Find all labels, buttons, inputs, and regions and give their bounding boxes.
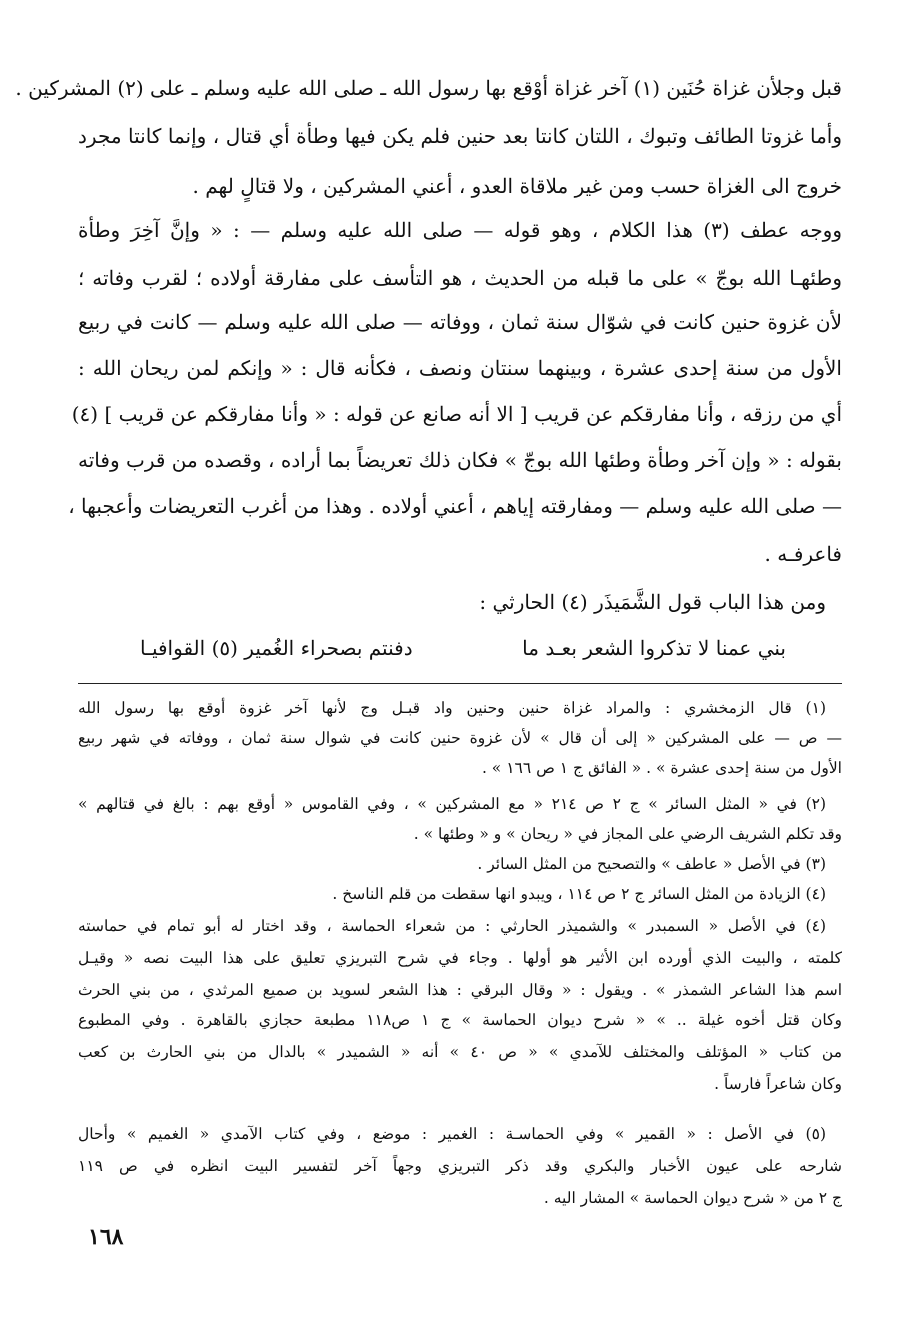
footnote-line-12: من كتاب « المؤتلف والمختلف للآمدي » « ص ٤٠ » أنه « الشميدر » بالدال من بني الحارث بن كعب [78,1043,842,1061]
footnote-line-14: (٥) في الأصل : « القمير » وفي الحماسـة : الغمير : موضع ، وفي كتاب الآمدي « الغميم » وأحال [78,1125,826,1143]
footnote-line-5: وقد تكلم الشريف الرضي على المجاز في « ريحان » و « وطئها » . [413,825,842,843]
footnote-line-2: — ص — على المشركين « إلى أن قال » لأن غزوة حنين كانت في شوال سنة ثمان ، ووفاته في شهر ربيع [78,729,842,747]
footnote-line-3: الأول من سنة إحدى عشرة » . « الفائق ج ١ ص ١٦٦ » . [481,759,842,777]
body-line-5: وطئهـا الله بوجّ » على ما قبله من الحديث ، هو التأسف على مفارقة أولاده ؛ لقرب وفاته ؛ [78,266,842,290]
footnote-line-1: (١) قال الزمخشري : والمراد غزاة حنين وحنين واد قبـل وج لأنها آخر غزوة أوقع بها رسول الله [78,699,827,717]
body-line-11: فاعرفـه . [764,542,842,566]
footnote-line-13: وكان شاعراً فارساً . [714,1075,842,1093]
body-line-10: — صلى الله عليه وسلم — ومفارقته إياهم ، أعني أولاده . وهذا من أغرب التعريضات وأعجبها ، [68,494,842,518]
footnote-line-10: اسم هذا الشاعر الشمذر » . ويقول : « وقال البرقي : هذا الشعر لسويد بن صميع المرثدي ، من بني الحرث [78,981,842,999]
body-line-3: خروج الى الغزاة حسب ومن غير ملاقاة العدو ، أعني المشركين ، ولا قتالٍ لهم . [192,174,842,198]
verse-second-hemistich: دفنتم بصحراء الغُمير (٥) القوافيـا [140,636,413,660]
footnote-line-16: ج ٢ من « شرح ديوان الحماسة » المشار اليه . [543,1189,842,1207]
body-line-1: قبل وجلأن غزاة حُنَين (١) آخر غزاة أوْقع بها رسول الله ـ صلى الله عليه وسلم ـ على (٢) المشركين . [15,76,842,100]
footnote-line-7: (٤) الزيادة من المثل السائر ج ٢ ص ١١٤ ، ويبدو انها سقطت من قلم الناسخ . [332,885,826,903]
body-line-8: أي من رزقه ، وأنا مفارقكم عن قريب [ الا أنه صانع عن قوله : « وأنا مفارقكم عن قريب ] (٤) [71,402,842,426]
verse-intro-line: ومن هذا الباب قول الشَّمَيذَر (٤) الحارثي : [479,590,826,614]
footnote-line-4: (٢) في « المثل السائر » ج ٢ ص ٢١٤ « مع المشركين » ، وفي القاموس « أوقع بهم : بالغ في قتالهم » [78,795,827,813]
body-line-6: لأن غزوة حنين كانت في شوّال سنة ثمان ، ووفاته — صلى الله عليه وسلم — كانت في ربيع [78,310,842,334]
body-line-4: ووجه عطف (٣) هذا الكلام ، وهو قوله — صلى الله عليه وسلم — : « وإنَّ آخِرَ وطأة [78,218,842,242]
footnote-line-6: (٣) في الأصل « عاطف » والتصحيح من المثل السائر . [477,855,826,873]
verse-first-hemistich: بني عمنا لا تذكروا الشعر بعـد ما [522,636,786,660]
body-line-9: بقوله : « وإن آخر وطأة وطئها الله بوجّ » فكان ذلك تعريضاً بما أراده ، وقصده من قرب وفاته [78,448,842,472]
body-line-7: الأول من سنة إحدى عشرة ، وبينهما سنتان ونصف ، فكأنه قال : « وإنكم لمن ريحان الله : [78,356,842,380]
body-line-2: وأما غزوتا الطائف وتبوك ، اللتان كانتا بعد حنين فلم يكن فيها وطأة أي قتال ، وإنما كانتا مجرد [78,124,842,148]
page-number: ١٦٨ [88,1224,124,1250]
footnote-line-15: شارحه على عيون الأخبار والبكري وقد ذكر التبريزي وجهاً آخر لتفسير البيت انظره في ص ١١٩ [78,1157,842,1175]
footnote-line-8: (٤) في الأصل « السمبدر » والشميذر الحارثي : من شعراء الحماسة ، وقد اختار له أبو تمام في حماسته [78,917,826,935]
footnote-line-11: وكان قتل أخوه غيلة .. » « شرح ديوان الحماسة » ج ١ ص١١٨ مطبعة حجازي بالقاهرة . وفي المطبوع [78,1011,842,1029]
footnote-line-9: كلمته ، والبيت الذي أورده ابن الأثير هو أولها . وجاء في شرح التبريزي تعليق على هذا البيت نصه « وقيـل [78,949,842,967]
footnote-separator [78,683,842,684]
